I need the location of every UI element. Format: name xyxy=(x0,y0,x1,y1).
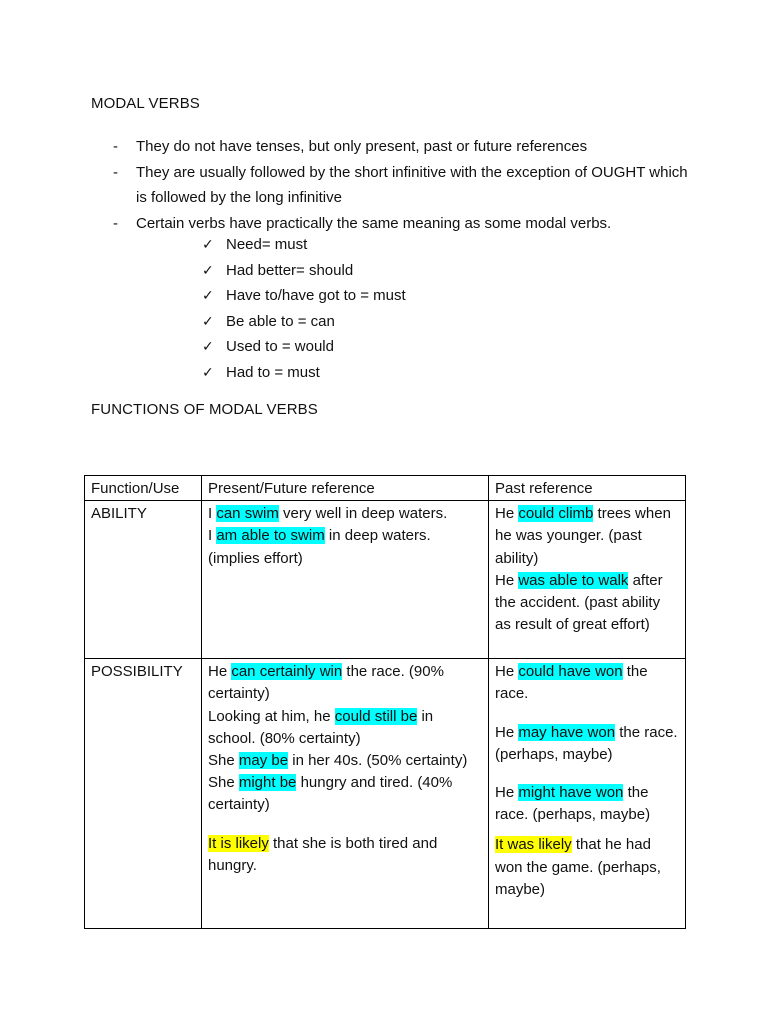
header-cell: Present/Future reference xyxy=(202,476,489,501)
equivalent-text: Had better= should xyxy=(226,261,354,279)
example-line xyxy=(208,661,482,705)
function-label: ABILITY xyxy=(85,501,202,659)
example-line xyxy=(208,750,482,772)
bullet-text: They do not have tenses, but only present, past or future references xyxy=(136,138,588,155)
header-cell: Function/Use xyxy=(85,476,202,501)
modal-functions-table xyxy=(84,475,686,929)
text: the race. (90% certainty) xyxy=(208,663,444,703)
past-reference-cell xyxy=(489,501,686,659)
equivalent-item xyxy=(202,309,406,335)
example-line xyxy=(208,503,482,525)
bullet-list xyxy=(91,134,691,236)
text: I xyxy=(208,505,217,523)
text: He xyxy=(495,505,519,523)
equivalent-text: Used to = would xyxy=(226,338,334,355)
table-row-ability xyxy=(85,501,686,659)
text: He xyxy=(208,663,232,681)
equivalent-text: Had to = must xyxy=(226,363,320,381)
highlight: may have won xyxy=(518,723,616,741)
bullet-text: Certain verbs have practically the same meaning as some modal verbs. xyxy=(136,214,612,232)
highlight: It is likely xyxy=(208,834,269,852)
spacer xyxy=(495,766,679,782)
highlight: may be xyxy=(238,752,289,770)
example-line: (implies effort) xyxy=(208,549,303,567)
text: hungry and tired. (40% certainty) xyxy=(208,774,453,814)
text: in deep waters. xyxy=(324,527,431,545)
spacer xyxy=(495,706,679,722)
table-header-row xyxy=(85,476,686,501)
check-icon: ✓ xyxy=(202,288,214,304)
example-line xyxy=(208,833,482,877)
highlight: could have won xyxy=(518,663,623,681)
equivalent-item xyxy=(202,258,406,284)
text: I xyxy=(208,527,217,545)
equivalent-item xyxy=(202,360,406,386)
highlight: could climb xyxy=(518,505,594,523)
text: in school. (80% certainty) xyxy=(208,707,434,747)
present-reference-cell xyxy=(202,659,489,929)
text: that she is both tired and hungry. xyxy=(208,834,438,874)
text: She xyxy=(208,774,239,792)
example-line xyxy=(495,834,679,901)
dash-marker: - xyxy=(113,163,118,181)
present-reference-cell xyxy=(202,501,489,659)
text: She xyxy=(208,752,239,770)
highlight: can swim xyxy=(216,505,279,523)
text: the race. xyxy=(495,663,648,703)
text: trees when he was younger. (past ability) xyxy=(495,505,671,567)
highlight: It was likely xyxy=(495,836,572,854)
highlight: am able to swim xyxy=(216,527,325,545)
text: He xyxy=(495,663,519,681)
spacer xyxy=(208,817,482,833)
bullet-item xyxy=(91,160,691,211)
example-line xyxy=(495,503,679,570)
text: the race. (perhaps, maybe) xyxy=(495,784,651,824)
dash-marker: - xyxy=(113,138,118,155)
header-cell: Past reference xyxy=(489,476,686,501)
example-line xyxy=(495,782,679,826)
function-label: POSSIBILITY xyxy=(85,659,202,929)
dash-marker: - xyxy=(113,214,118,232)
heading-functions: FUNCTIONS OF MODAL VERBS xyxy=(91,401,318,418)
check-icon: ✓ xyxy=(202,237,214,253)
bullet-text: They are usually followed by the short infinitive with the exception of OUGHT which is followed by the long infinitive xyxy=(136,163,688,206)
check-icon: ✓ xyxy=(202,364,214,381)
text: after the accident. (past ability as result of great effort) xyxy=(495,571,663,634)
example-line xyxy=(495,661,679,705)
table-row-possibility xyxy=(85,659,686,929)
check-icon: ✓ xyxy=(202,262,214,279)
bullet-item xyxy=(91,134,691,160)
text: in her 40s. (50% certainty) xyxy=(288,752,468,770)
equivalents-list xyxy=(202,232,406,385)
equivalent-text: Be able to = can xyxy=(226,312,335,330)
example-line xyxy=(208,772,482,816)
equivalent-item xyxy=(202,232,406,258)
text: very well in deep waters. xyxy=(278,505,448,523)
past-reference-cell xyxy=(489,659,686,929)
highlight: might be xyxy=(238,774,297,792)
equivalent-text: Have to/have got to = must xyxy=(226,287,406,304)
check-icon: ✓ xyxy=(202,313,214,330)
text: Looking at him, he xyxy=(208,707,335,725)
highlight: could still be xyxy=(334,707,418,725)
highlight: was able to walk xyxy=(518,571,629,589)
text: that he had won the game. (perhaps, maybe) xyxy=(495,836,661,898)
spacer xyxy=(495,826,679,834)
equivalent-text: Need= must xyxy=(226,236,308,253)
highlight: might have won xyxy=(518,784,624,802)
check-icon: ✓ xyxy=(202,339,214,355)
equivalent-item xyxy=(202,334,406,360)
text: He xyxy=(495,723,519,741)
example-line xyxy=(495,722,679,766)
heading-modal-verbs: MODAL VERBS xyxy=(91,95,200,112)
example-line xyxy=(208,706,482,750)
text: He xyxy=(495,784,519,802)
text: the race. (perhaps, maybe) xyxy=(495,723,678,763)
highlight: can certainly win xyxy=(231,663,343,681)
example-line xyxy=(495,570,679,637)
example-line xyxy=(208,525,482,547)
text: He xyxy=(495,571,519,589)
equivalent-item xyxy=(202,283,406,309)
